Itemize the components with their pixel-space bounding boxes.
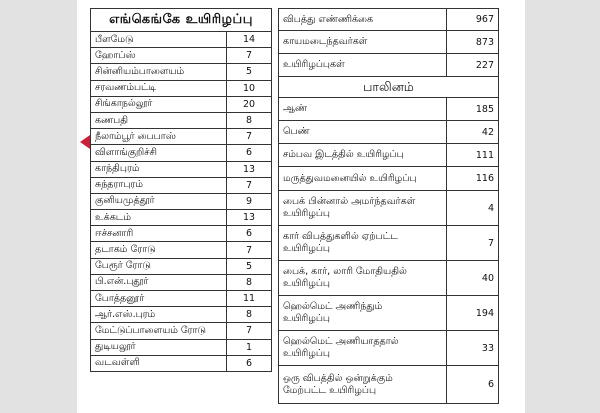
table-row (279, 121, 499, 144)
place-count: 5 (227, 258, 272, 274)
stat-label-line: ஹெல்மெட் அணியாததால் (283, 336, 399, 347)
place-count: 13 (227, 210, 272, 226)
stat-value: 227 (447, 54, 499, 77)
table-row (91, 48, 272, 64)
gender-header-row (279, 77, 499, 98)
place-name: ஹோப்ஸ் (91, 48, 227, 64)
table-row (91, 112, 272, 128)
stat-label (279, 261, 447, 296)
stat-label: ஆண் (279, 98, 447, 121)
place-name: உக்கடம் (91, 210, 227, 226)
table-row (279, 98, 499, 121)
table-row (91, 129, 272, 145)
places-header-row (91, 9, 272, 32)
places-title: எங்கெங்கே உயிரிழப்பு (91, 9, 272, 32)
table-row (91, 242, 272, 258)
stat-label-line: ஹெல்மெட் அணிந்தும் (283, 301, 383, 312)
table-row (91, 193, 272, 209)
place-count: 13 (227, 161, 272, 177)
stat-value: 7 (447, 226, 499, 261)
table-row (91, 64, 272, 80)
place-name: நீலாம்பூர் பைபாஸ் (91, 129, 227, 145)
place-name: கணபதி (91, 112, 227, 128)
left-margin (0, 0, 77, 413)
gender-header: பாலினம் (279, 77, 499, 98)
stat-value: 967 (447, 9, 499, 31)
place-count: 8 (227, 274, 272, 290)
stat-value: 33 (447, 331, 499, 366)
stat-label-line: பைக், கார், லாரி மோதியதில் (283, 266, 407, 277)
table-row (279, 366, 499, 404)
place-name: ஆர்.எஸ்.புரம் (91, 307, 227, 323)
place-name: மேட்டுப்பாளையம் ரோடு (91, 323, 227, 339)
stat-value: 194 (447, 296, 499, 331)
stat-label-line: மேற்பட்ட உயிரிழப்பு (283, 384, 377, 396)
place-count: 7 (227, 323, 272, 339)
stat-value: 40 (447, 261, 499, 296)
stat-value: 6 (447, 366, 499, 404)
stat-label: விபத்து எண்ணிக்கை (279, 9, 447, 31)
place-count: 7 (227, 129, 272, 145)
place-count: 6 (227, 226, 272, 242)
place-count: 20 (227, 96, 272, 112)
table-row (279, 191, 499, 226)
stat-label-line: உயிரிழப்பு (283, 348, 330, 359)
stat-label-line: உயிரிழப்பு (283, 243, 330, 254)
pointer-marker (80, 135, 90, 149)
place-count: 10 (227, 80, 272, 96)
table-row (91, 177, 272, 193)
stat-label-line: கார் விபத்துகளில் ஏற்பட்ட (283, 231, 398, 242)
place-count: 7 (227, 242, 272, 258)
place-count: 8 (227, 112, 272, 128)
table-row (91, 258, 272, 274)
stat-label (279, 331, 447, 366)
table-row (279, 226, 499, 261)
stat-value: 873 (447, 31, 499, 54)
stat-value: 116 (447, 167, 499, 191)
stat-label-line: பைக் பின்னால் அமர்ந்தவர்கள் (283, 196, 416, 207)
stat-label (279, 191, 447, 226)
table-row (279, 31, 499, 54)
table-row (91, 32, 272, 48)
place-name: சிங்காநல்லூர் (91, 96, 227, 112)
stats-table (278, 8, 499, 404)
table-row (279, 144, 499, 167)
place-name: பி.என்.புதூர் (91, 274, 227, 290)
place-name: போத்தனூர் (91, 291, 227, 307)
place-name: சுந்தராபுரம் (91, 177, 227, 193)
stat-label: உயிரிழப்புகள் (279, 54, 447, 77)
table-row (91, 291, 272, 307)
table-row (91, 355, 272, 371)
stat-label: பெண் (279, 121, 447, 144)
place-count: 14 (227, 32, 272, 48)
place-count: 7 (227, 48, 272, 64)
table-row (279, 261, 499, 296)
place-count: 9 (227, 193, 272, 209)
table-row (279, 167, 499, 191)
table-row (91, 161, 272, 177)
stat-label: காயமடைந்தவர்கள் (279, 31, 447, 54)
place-name: சரவணம்பட்டி (91, 80, 227, 96)
place-name: ஈச்சனாரி (91, 226, 227, 242)
place-count: 6 (227, 145, 272, 161)
place-name: சின்னியம்பாளையம் (91, 64, 227, 80)
place-count: 5 (227, 64, 272, 80)
place-name: காந்திபுரம் (91, 161, 227, 177)
place-count: 1 (227, 339, 272, 355)
place-name: பேரூர் ரோடு (91, 258, 227, 274)
place-name: பீளமேடு (91, 32, 227, 48)
table-row (91, 339, 272, 355)
place-count: 11 (227, 291, 272, 307)
stat-label-line: உயிரிழப்பு (283, 313, 330, 324)
place-name: விளாங்குறிச்சி (91, 145, 227, 161)
table-row (91, 274, 272, 290)
stat-label-line: உயிரிழப்பு (283, 278, 330, 289)
stat-label (279, 296, 447, 331)
stat-label-line: ஒரு விபத்தில் ஒன்றுக்கும் (283, 372, 393, 384)
place-name: துடியலூர் (91, 339, 227, 355)
table-row (91, 80, 272, 96)
place-count: 6 (227, 355, 272, 371)
table-row (91, 96, 272, 112)
stat-value: 42 (447, 121, 499, 144)
stat-label: மருத்துவமனையில் உயிரிழப்பு (279, 167, 447, 191)
table-row (91, 145, 272, 161)
table-row (279, 296, 499, 331)
table-row (279, 331, 499, 366)
table-row (279, 9, 499, 31)
stat-label-line: உயிரிழப்பு (283, 208, 330, 219)
table-row (279, 54, 499, 77)
place-name: வடவள்ளி (91, 355, 227, 371)
table-row (91, 210, 272, 226)
right-margin (525, 0, 600, 413)
stat-label: சம்பவ இடத்தில் உயிரிழப்பு (279, 144, 447, 167)
table-row (91, 323, 272, 339)
place-name: தடாகம் ரோடு (91, 242, 227, 258)
stat-label (279, 226, 447, 261)
stat-value: 4 (447, 191, 499, 226)
table-row (91, 226, 272, 242)
stat-value: 185 (447, 98, 499, 121)
place-name: குனியமுத்தூர் (91, 193, 227, 209)
stat-value: 111 (447, 144, 499, 167)
place-count: 8 (227, 307, 272, 323)
table-row (91, 307, 272, 323)
places-table (90, 8, 272, 372)
place-count: 7 (227, 177, 272, 193)
stat-label (279, 366, 447, 404)
